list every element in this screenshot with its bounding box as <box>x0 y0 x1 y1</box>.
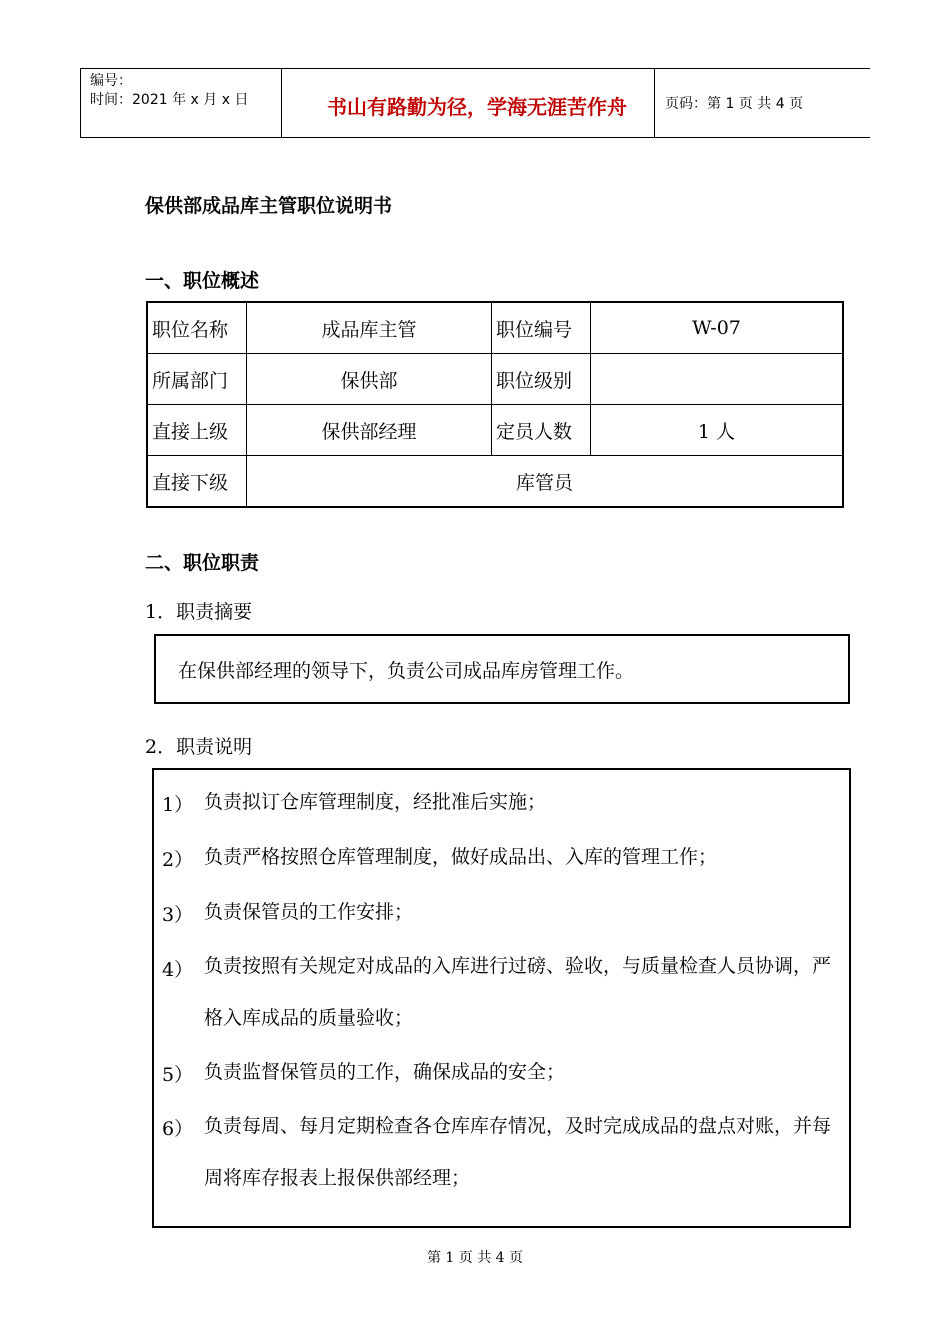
table-cell-label: 职位级别 <box>492 354 591 405</box>
summary-heading: 1．职责摘要 <box>145 601 253 623</box>
summary-text: 在保供部经理的领导下，负责公司成品库房管理工作。 <box>178 660 635 682</box>
table-cell-label: 定员人数 <box>492 405 591 456</box>
duty-number: 6） <box>162 1118 194 1140</box>
table-row <box>147 405 843 456</box>
section-title-overview: 一、职位概述 <box>145 270 260 292</box>
duty-number: 3） <box>162 904 194 926</box>
duty-text: 负责按照有关规定对成品的入库进行过磅、验收，与质量检查人员协调，严格入库成品的质量验收； <box>204 955 832 1029</box>
duty-text: 负责保管员的工作安排； <box>204 901 414 923</box>
duty-number: 4） <box>162 959 194 981</box>
overview-table <box>146 301 844 508</box>
table-cell-value: 库管员 <box>247 456 844 508</box>
table-cell-value: 保供部 <box>247 354 492 405</box>
table-cell-label: 职位名称 <box>147 302 247 354</box>
header-number-label: 编号： <box>90 73 132 89</box>
table-cell-value: W-07 <box>591 302 844 354</box>
duty-text: 负责拟订仓库管理制度，经批准后实施； <box>204 791 547 813</box>
duty-number: 5） <box>162 1064 194 1086</box>
header-divider <box>281 69 282 137</box>
header-time-label: 时间：2021 年 x 月 x 日 <box>90 92 249 108</box>
document-title: 保供部成品库主管职位说明书 <box>145 195 393 217</box>
table-row <box>147 302 843 354</box>
table-cell-value: 1 人 <box>591 405 844 456</box>
header-divider <box>80 69 81 137</box>
header-page-label: 页码：第 1 页 共 4 页 <box>665 96 804 112</box>
header-divider <box>654 69 655 137</box>
section-title-duties: 二、职位职责 <box>145 552 260 574</box>
duty-number: 2） <box>162 849 194 871</box>
table-cell-value: 保供部经理 <box>247 405 492 456</box>
duty-text: 负责每周、每月定期检查各仓库库存情况，及时完成成品的盘点对账，并每周将库存报表上报保供部经理； <box>204 1115 832 1189</box>
table-row <box>147 456 843 508</box>
page-header <box>80 68 870 138</box>
duty-text: 负责监督保管员的工作，确保成品的安全； <box>204 1061 566 1083</box>
summary-box <box>154 634 850 704</box>
header-motto: 书山有路勤为径，学海无涯苦作舟 <box>327 95 627 119</box>
duty-text: 负责严格按照仓库管理制度，做好成品出、入库的管理工作； <box>204 846 718 868</box>
duty-number: 1） <box>162 794 194 816</box>
table-cell-label: 所属部门 <box>147 354 247 405</box>
table-cell-value: 成品库主管 <box>247 302 492 354</box>
page-footer: 第 1 页 共 4 页 <box>426 1250 524 1266</box>
table-cell-value <box>591 354 844 405</box>
duties-box <box>152 768 851 1228</box>
duties-heading: 2．职责说明 <box>145 736 253 758</box>
table-cell-label: 直接下级 <box>147 456 247 508</box>
table-cell-label: 直接上级 <box>147 405 247 456</box>
table-row <box>147 354 843 405</box>
table-cell-label: 职位编号 <box>492 302 591 354</box>
